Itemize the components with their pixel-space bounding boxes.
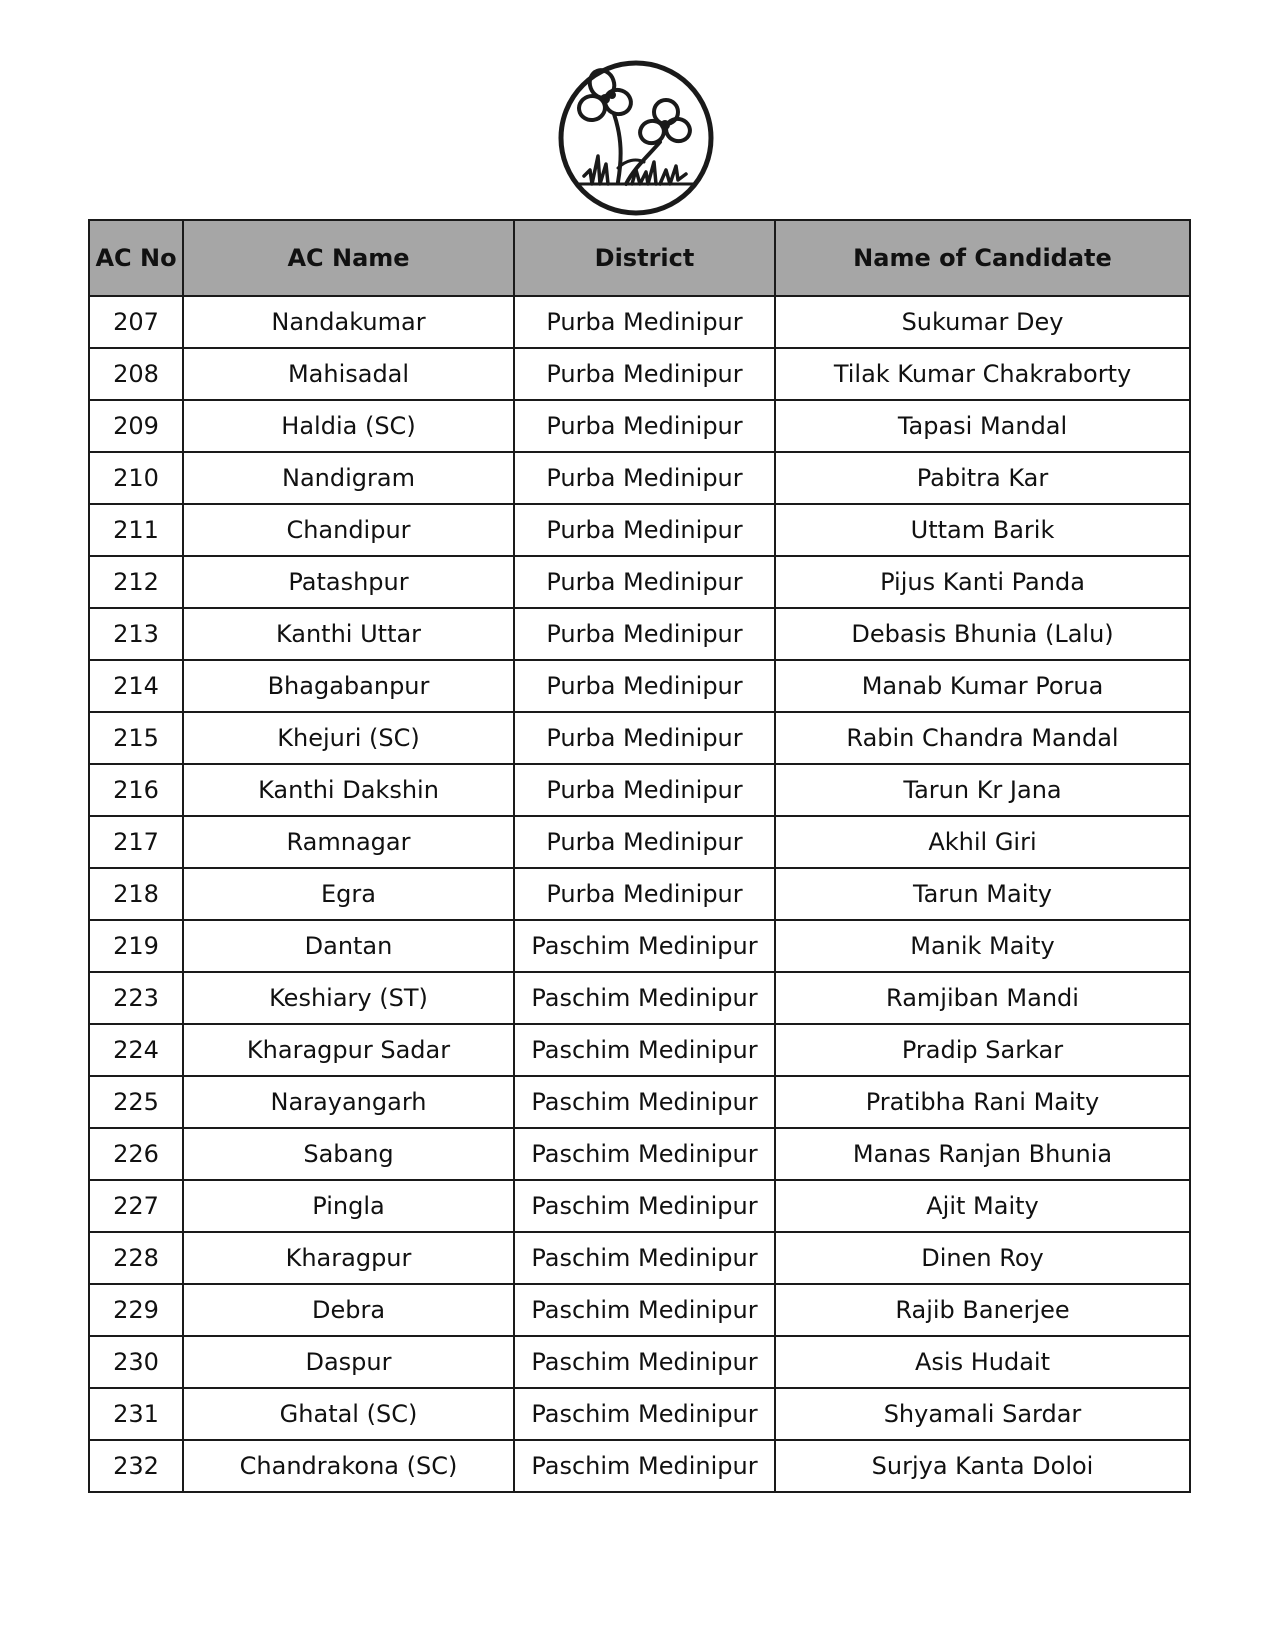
table-header-row	[89, 220, 1190, 296]
candidate-name-cell: Tapasi Mandal	[775, 400, 1190, 452]
ac-no-cell: 211	[89, 504, 183, 556]
ac-name-cell: Haldia (SC)	[183, 400, 514, 452]
candidate-name-cell: Rabin Chandra Mandal	[775, 712, 1190, 764]
ac-name-cell: Kharagpur	[183, 1232, 514, 1284]
ac-no-cell: 223	[89, 972, 183, 1024]
table-row	[89, 764, 1190, 816]
table-row	[89, 400, 1190, 452]
district-cell: Paschim Medinipur	[514, 1336, 775, 1388]
district-cell: Paschim Medinipur	[514, 1232, 775, 1284]
ac-name-cell: Ghatal (SC)	[183, 1388, 514, 1440]
district-cell: Purba Medinipur	[514, 660, 775, 712]
table-row	[89, 1024, 1190, 1076]
ac-no-cell: 225	[89, 1076, 183, 1128]
candidate-name-cell: Sukumar Dey	[775, 296, 1190, 348]
table-row	[89, 1440, 1190, 1492]
district-cell: Paschim Medinipur	[514, 1076, 775, 1128]
ac-no-cell: 216	[89, 764, 183, 816]
ac-name-cell: Sabang	[183, 1128, 514, 1180]
ac-no-cell: 210	[89, 452, 183, 504]
ac-no-cell: 227	[89, 1180, 183, 1232]
candidate-name-cell: Manas Ranjan Bhunia	[775, 1128, 1190, 1180]
ac-name-cell: Pingla	[183, 1180, 514, 1232]
candidate-name-cell: Dinen Roy	[775, 1232, 1190, 1284]
ac-name-cell: Kanthi Dakshin	[183, 764, 514, 816]
ac-name-cell: Mahisadal	[183, 348, 514, 400]
table-row	[89, 1232, 1190, 1284]
candidate-name-cell: Manab Kumar Porua	[775, 660, 1190, 712]
table-row	[89, 1284, 1190, 1336]
ac-name-cell: Dantan	[183, 920, 514, 972]
table-row	[89, 712, 1190, 764]
ac-no-cell: 207	[89, 296, 183, 348]
table-row	[89, 452, 1190, 504]
district-cell: Purba Medinipur	[514, 348, 775, 400]
table-row	[89, 1076, 1190, 1128]
ac-name-cell: Ramnagar	[183, 816, 514, 868]
ac-name-cell: Chandrakona (SC)	[183, 1440, 514, 1492]
ac-name-cell: Kharagpur Sadar	[183, 1024, 514, 1076]
district-cell: Paschim Medinipur	[514, 1024, 775, 1076]
table-row	[89, 660, 1190, 712]
ac-name-cell: Bhagabanpur	[183, 660, 514, 712]
district-cell: Purba Medinipur	[514, 296, 775, 348]
table-row	[89, 868, 1190, 920]
district-cell: Paschim Medinipur	[514, 920, 775, 972]
district-cell: Paschim Medinipur	[514, 1440, 775, 1492]
table-row	[89, 608, 1190, 660]
ac-no-cell: 228	[89, 1232, 183, 1284]
candidate-name-cell: Shyamali Sardar	[775, 1388, 1190, 1440]
ac-no-cell: 224	[89, 1024, 183, 1076]
candidate-name-cell: Akhil Giri	[775, 816, 1190, 868]
district-cell: Purba Medinipur	[514, 400, 775, 452]
candidate-name-cell: Surjya Kanta Doloi	[775, 1440, 1190, 1492]
candidate-name-cell: Asis Hudait	[775, 1336, 1190, 1388]
table-row	[89, 920, 1190, 972]
ac-name-cell: Khejuri (SC)	[183, 712, 514, 764]
candidate-name-cell: Tarun Kr Jana	[775, 764, 1190, 816]
column-header-ac-name: AC Name	[183, 220, 514, 296]
column-header-ac-no: AC No	[89, 220, 183, 296]
ac-no-cell: 214	[89, 660, 183, 712]
district-cell: Purba Medinipur	[514, 452, 775, 504]
ac-no-cell: 219	[89, 920, 183, 972]
district-cell: Purba Medinipur	[514, 764, 775, 816]
ac-no-cell: 209	[89, 400, 183, 452]
column-header-district: District	[514, 220, 775, 296]
district-cell: Purba Medinipur	[514, 712, 775, 764]
candidate-name-cell: Rajib Banerjee	[775, 1284, 1190, 1336]
district-cell: Purba Medinipur	[514, 504, 775, 556]
candidate-name-cell: Pratibha Rani Maity	[775, 1076, 1190, 1128]
ac-no-cell: 231	[89, 1388, 183, 1440]
table-row	[89, 556, 1190, 608]
twin-flower-grass-emblem-icon	[556, 58, 716, 218]
ac-name-cell: Chandipur	[183, 504, 514, 556]
table-row	[89, 1128, 1190, 1180]
ac-no-cell: 232	[89, 1440, 183, 1492]
district-cell: Purba Medinipur	[514, 868, 775, 920]
candidate-name-cell: Tilak Kumar Chakraborty	[775, 348, 1190, 400]
ac-name-cell: Daspur	[183, 1336, 514, 1388]
column-header-candidate: Name of Candidate	[775, 220, 1190, 296]
candidate-name-cell: Pijus Kanti Panda	[775, 556, 1190, 608]
ac-name-cell: Narayangarh	[183, 1076, 514, 1128]
table-row	[89, 1388, 1190, 1440]
table-row	[89, 348, 1190, 400]
ac-no-cell: 215	[89, 712, 183, 764]
candidate-name-cell: Uttam Barik	[775, 504, 1190, 556]
ac-no-cell: 226	[89, 1128, 183, 1180]
candidate-table	[88, 219, 1191, 1493]
candidate-name-cell: Ajit Maity	[775, 1180, 1190, 1232]
ac-name-cell: Keshiary (ST)	[183, 972, 514, 1024]
district-cell: Paschim Medinipur	[514, 972, 775, 1024]
district-cell: Paschim Medinipur	[514, 1180, 775, 1232]
ac-name-cell: Nandakumar	[183, 296, 514, 348]
candidate-name-cell: Ramjiban Mandi	[775, 972, 1190, 1024]
district-cell: Purba Medinipur	[514, 816, 775, 868]
table-row	[89, 1336, 1190, 1388]
table-row	[89, 1180, 1190, 1232]
district-cell: Purba Medinipur	[514, 556, 775, 608]
table-row	[89, 816, 1190, 868]
district-cell: Purba Medinipur	[514, 608, 775, 660]
ac-name-cell: Egra	[183, 868, 514, 920]
table-row	[89, 972, 1190, 1024]
candidate-name-cell: Debasis Bhunia (Lalu)	[775, 608, 1190, 660]
ac-no-cell: 230	[89, 1336, 183, 1388]
district-cell: Paschim Medinipur	[514, 1128, 775, 1180]
ac-name-cell: Debra	[183, 1284, 514, 1336]
ac-no-cell: 229	[89, 1284, 183, 1336]
candidate-name-cell: Manik Maity	[775, 920, 1190, 972]
district-cell: Paschim Medinipur	[514, 1284, 775, 1336]
ac-name-cell: Patashpur	[183, 556, 514, 608]
table-body	[89, 296, 1190, 1492]
ac-no-cell: 218	[89, 868, 183, 920]
ac-no-cell: 217	[89, 816, 183, 868]
candidate-name-cell: Tarun Maity	[775, 868, 1190, 920]
candidate-name-cell: Pabitra Kar	[775, 452, 1190, 504]
ac-no-cell: 212	[89, 556, 183, 608]
ac-no-cell: 208	[89, 348, 183, 400]
ac-name-cell: Kanthi Uttar	[183, 608, 514, 660]
candidate-name-cell: Pradip Sarkar	[775, 1024, 1190, 1076]
table-row	[89, 296, 1190, 348]
table-row	[89, 504, 1190, 556]
ac-name-cell: Nandigram	[183, 452, 514, 504]
district-cell: Paschim Medinipur	[514, 1388, 775, 1440]
ac-no-cell: 213	[89, 608, 183, 660]
